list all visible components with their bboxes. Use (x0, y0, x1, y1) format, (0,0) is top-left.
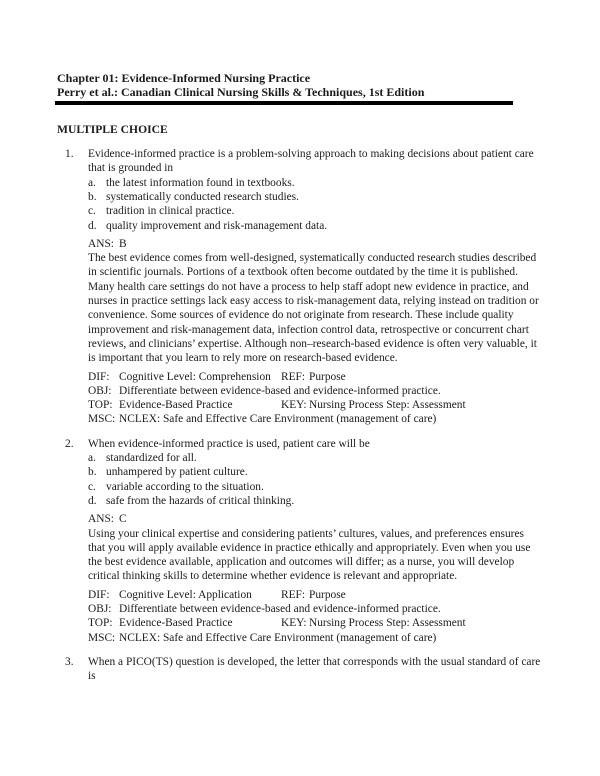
option-letter: d. (88, 494, 97, 507)
meta-label-key: KEY: (281, 399, 307, 412)
meta-line-top-key (88, 398, 543, 412)
option-text: variable according to the situation. (106, 480, 264, 493)
question-number: 3. (65, 655, 74, 668)
option-letter: d. (88, 219, 97, 232)
meta-value-key: Nursing Process Step: Assessment (309, 399, 466, 412)
meta-line-dif-ref (88, 370, 543, 384)
option-letter: a. (88, 176, 96, 189)
answer-value: B (119, 237, 127, 250)
option-text: safe from the hazards of critical thinking. (106, 494, 295, 507)
option-letter: c. (88, 205, 96, 218)
question-2 (65, 437, 543, 645)
answer-option (88, 494, 543, 508)
question-body (88, 655, 543, 684)
rationale-text: The best evidence comes from well-designed, systematically conducted research studies described in scientific journals. Portions of a textbook often become outdated by the time it is published. Many health care settings do not have a process to help staff adopt new evidence in practice, and nurses in practice settings lack easy access to risk-management data, relying instead on tradition or convenience. Some sources of evidence do not originate from research. These include quality improvement and risk-management data, infection control data, retrospective or concurrent chart reviews, and clinicians’ expertise. Although non–research-based evidence is often very valuable, it is important that you learn to rely more on research-based evidence. (88, 252, 539, 365)
question-stem: When a PICO(TS) question is developed, the letter that corresponds with the usual standard of care is (88, 655, 541, 683)
meta-line-top-key (88, 616, 543, 630)
options-list (88, 451, 543, 508)
meta-value-dif: Cognitive Level: Application (119, 588, 252, 601)
answer-block (88, 512, 543, 583)
question-body (88, 147, 543, 427)
question-stem: Evidence-informed practice is a problem-solving approach to making decisions about patient care that is grounded in (88, 148, 534, 175)
answer-line (88, 237, 543, 251)
question-3 (65, 655, 543, 684)
meta-line-dif-ref (88, 588, 543, 602)
meta-value-top: Evidence-Based Practice (119, 399, 233, 412)
option-text: systematically conducted research studies. (106, 191, 299, 203)
meta-value-msc: NCLEX: Safe and Effective Care Environment (management of care) (119, 631, 437, 644)
answer-block (88, 237, 543, 366)
chapter-title: Chapter 01: Evidence-Informed Nursing Practice (57, 71, 311, 85)
answer-label: ANS: (88, 237, 114, 250)
answer-option (88, 219, 543, 233)
meta-block (88, 588, 543, 645)
option-text: quality improvement and risk-management data. (106, 219, 328, 232)
answer-option (88, 480, 543, 494)
answer-line (88, 512, 543, 526)
meta-value-dif: Cognitive Level: Comprehension (119, 370, 271, 383)
option-text: tradition in clinical practice. (106, 205, 235, 218)
section-heading: MULTIPLE CHOICE (57, 122, 168, 136)
meta-value-ref: Purpose (309, 370, 346, 383)
question-stem: When evidence-informed practice is used, patient care will be (88, 437, 370, 450)
meta-value-top: Evidence-Based Practice (119, 617, 233, 630)
question-number: 1. (65, 148, 74, 161)
question-number: 2. (65, 437, 74, 450)
option-text: the latest information found in textbooks. (106, 176, 295, 189)
answer-option (88, 451, 543, 465)
question-1 (65, 147, 543, 427)
meta-line-msc (88, 631, 543, 645)
answer-option (88, 204, 543, 218)
answer-option (88, 190, 543, 204)
meta-label-top: TOP: (88, 617, 113, 630)
meta-label-ref: REF: (281, 588, 306, 601)
document-header (57, 71, 543, 105)
meta-label-top: TOP: (88, 399, 113, 412)
option-text: standardized for all. (106, 452, 197, 465)
meta-line-msc (88, 412, 543, 426)
meta-value-obj: Differentiate between evidence-based and evidence-informed practice. (119, 384, 441, 397)
meta-value-msc: NCLEX: Safe and Effective Care Environment (management of care) (119, 413, 437, 426)
meta-line-obj (88, 602, 543, 616)
answer-value: C (119, 513, 127, 526)
option-letter: b. (88, 466, 97, 479)
meta-label-ref: REF: (281, 370, 306, 383)
meta-label-obj: OBJ: (88, 384, 112, 397)
meta-label-msc: MSC: (88, 631, 116, 644)
meta-value-ref: Purpose (309, 588, 346, 601)
answer-label: ANS: (88, 513, 114, 526)
meta-value-obj: Differentiate between evidence-based and evidence-informed practice. (119, 603, 441, 616)
rationale-text: Using your clinical expertise and considering patients’ cultures, values, and preferences ensures that you will apply available evidence in practice ethically and appropriately. Even when you use the best evidence available, application and outcomes will differ; as a nurse, you will develop critical thinking skills to determine whether evidence is relevant and appropriate. (88, 527, 531, 583)
meta-value-key: Nursing Process Step: Assessment (309, 617, 466, 630)
question-body (88, 437, 543, 645)
option-text: unhampered by patient culture. (106, 466, 248, 479)
meta-block (88, 370, 543, 427)
answer-option (88, 465, 543, 479)
meta-label-dif: DIF: (88, 588, 110, 601)
option-letter: a. (88, 452, 96, 465)
answer-option (88, 176, 543, 190)
meta-label-obj: OBJ: (88, 603, 112, 616)
option-letter: c. (88, 480, 96, 493)
meta-label-dif: DIF: (88, 370, 110, 383)
meta-label-msc: MSC: (88, 413, 116, 426)
meta-line-obj (88, 384, 543, 398)
option-letter: b. (88, 191, 97, 203)
title-underline (55, 101, 513, 105)
meta-label-key: KEY: (281, 617, 307, 630)
options-list (88, 176, 543, 233)
book-title: Perry et al.: Canadian Clinical Nursing Skills & Techniques, 1st Edition (57, 85, 425, 100)
